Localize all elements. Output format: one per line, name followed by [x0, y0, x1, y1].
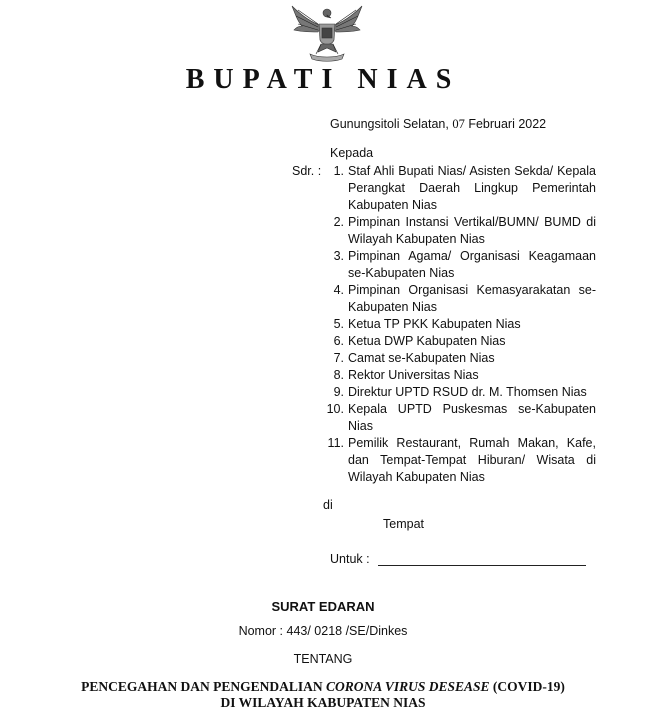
subject-italic: CORONA VIRUS DESEASE [325, 679, 490, 694]
circular-number: Nomor : 443/ 0218 /SE/Dinkes [238, 624, 408, 638]
recipient-text: Pimpinan Instansi Vertikal/BUMN/ BUMD di Wilayah Kabupaten Nias [348, 215, 596, 246]
subject-part-1: PENCEGAHAN DAN PENGENDALIAN [81, 679, 326, 694]
recipient-item [320, 163, 596, 214]
recipient-number: 1. [333, 164, 344, 178]
circular-title: SURAT EDARAN [271, 599, 375, 614]
recipient-item [320, 214, 596, 248]
date-month-year: Februari 2022 [468, 117, 547, 131]
recipient-list [320, 163, 596, 486]
subject-line-2: DI WILAYAH KABUPATEN NIAS [220, 695, 426, 710]
recipient-text: Pimpinan Organisasi Kemasyarakatan se-Kabupaten Nias [348, 283, 596, 314]
addressee-prefix: Sdr. : [292, 164, 322, 178]
recipient-item [320, 401, 596, 435]
date-day: 07 [452, 117, 465, 131]
recipient-item [320, 248, 596, 282]
subject-part-2: (COVID-19) [489, 679, 565, 694]
about-label: TENTANG [293, 652, 353, 666]
recipient-number: 9. [333, 385, 344, 399]
recipient-text: Ketua DWP Kabupaten Nias [348, 334, 506, 348]
recipient-text: Pemilik Restaurant, Rumah Makan, Kafe, dan Tempat-Tempat Hiburan/ Wisata di Wilayah Kabupaten Nias [348, 436, 596, 484]
recipient-item [320, 333, 596, 350]
recipient-number: 3. [333, 249, 344, 263]
recipient-text: Ketua TP PKK Kabupaten Nias [348, 317, 521, 331]
di-label: di [323, 498, 333, 512]
recipient-number: 10. [326, 402, 344, 416]
garuda-emblem [288, 4, 366, 62]
tempat-label: Tempat [383, 517, 424, 531]
recipient-item [320, 350, 596, 367]
recipient-text: Rektor Universitas Nias [348, 368, 479, 382]
place: Gunungsitoli Selatan, [330, 117, 449, 131]
recipient-item [320, 384, 596, 401]
recipient-number: 8. [333, 368, 344, 382]
recipient-number: 11. [327, 436, 344, 450]
to-label: Kepada [330, 146, 374, 160]
recipient-number: 4. [333, 283, 344, 297]
recipient-number: 6. [333, 334, 344, 348]
recipient-item [320, 282, 596, 316]
recipient-text: Direktur UPTD RSUD dr. M. Thomsen Nias [348, 385, 587, 399]
recipient-item [320, 316, 596, 333]
header-title: BUPATI NIAS [185, 64, 461, 95]
recipient-number: 2. [333, 215, 344, 229]
circular-subject [0, 679, 646, 711]
recipient-number: 7. [333, 351, 344, 365]
untuk-label: Untuk : [330, 552, 370, 566]
recipient-number: 5. [333, 317, 344, 331]
recipient-text: Pimpinan Agama/ Organisasi Keagamaan se-Kabupaten Nias [348, 249, 596, 280]
recipient-text: Camat se-Kabupaten Nias [348, 351, 495, 365]
recipient-text: Kepala UPTD Puskesmas se-Kabupaten Nias [348, 402, 596, 433]
recipient-item [320, 435, 596, 486]
subject-line-1 [0, 679, 646, 695]
recipient-item [320, 367, 596, 384]
untuk-blank-line [378, 565, 586, 566]
recipient-text: Staf Ahli Bupati Nias/ Asisten Sekda/ Kepala Perangkat Daerah Lingkup Pemerintah Kabupaten Nias [348, 164, 596, 212]
place-date [330, 116, 546, 133]
